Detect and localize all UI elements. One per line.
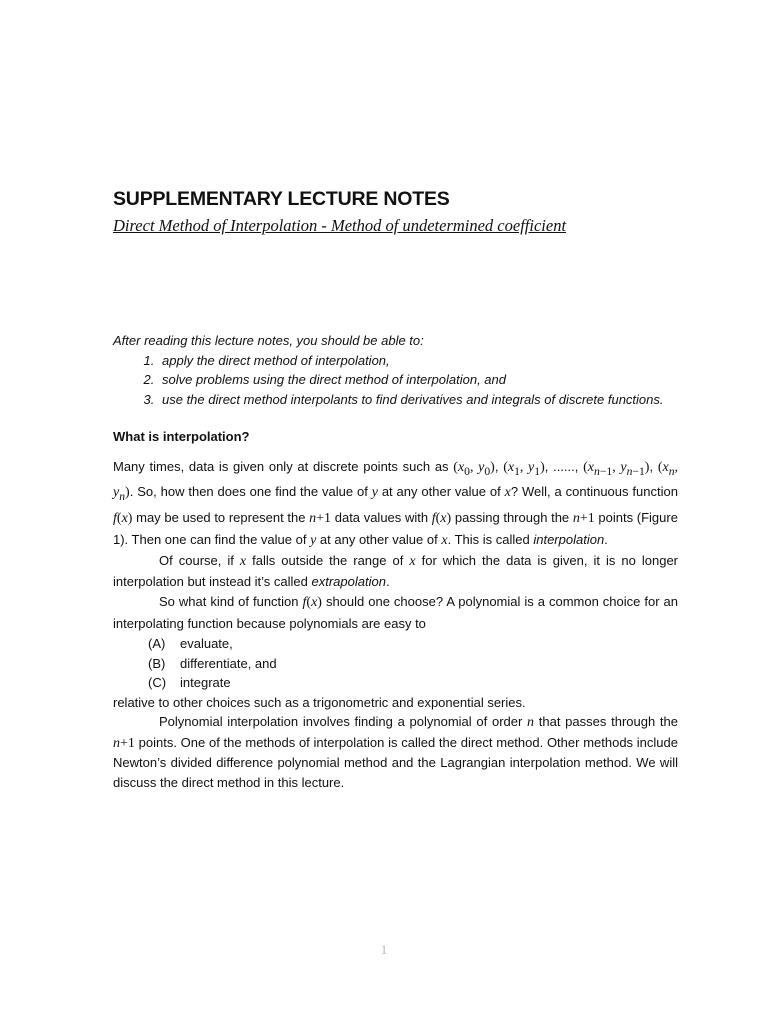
objective-item: 3. use the direct method interpolants to find derivatives and integrals of discrete functions. (158, 390, 678, 410)
objectives-list (113, 351, 678, 410)
list-item: (A) evaluate, (148, 636, 233, 652)
list-item: (C) integrate (148, 675, 231, 691)
lecture-body (113, 331, 678, 792)
paragraph-interpolation-definition: Many times, data is given only at discrete points such as ($x_0$, $y_0$), ($x_1$, $y_1$), ......, ($x_{n-1}$, $y_{n-1}$), ($x_n$, $y_n$). So, how then does one find the value of y at any other value of x? Well, a continuous function f(x) may be used to represent the n+1 data values with f(x) passing through the n+1 points (Figure 1). Then one can find the value of y at any other value of x. This is called interpolation. (113, 458, 679, 549)
section-heading: What is interpolation? (113, 429, 250, 444)
objective-item: 1. apply the direct method of interpolation, (158, 351, 678, 371)
list-item: (B) differentiate, and (148, 655, 277, 671)
objective-item: 2. solve problems using the direct method of interpolation, and (158, 370, 678, 390)
paragraph-relative-choices: relative to other choices such as a trigonometric and exponential series. (113, 694, 526, 710)
page-title: SUPPLEMENTARY LECTURE NOTES (113, 188, 450, 210)
paragraph-polynomial-interpolation: Polynomial interpolation involves finding a polynomial of order n that passes through the n+1 points. One of the methods of interpolation is called the direct method. Other methods include Newton’s divided difference polynomial method and the Lagrangian interpolation method. We will discuss the direct method in this lecture. (113, 714, 678, 790)
objectives-intro: After reading this lecture notes, you should be able to: (113, 333, 424, 348)
polynomial-advantages-list (113, 634, 678, 693)
paragraph-function-choice: So what kind of function f(x) should one choose? A polynomial is a common choice for an interpolating function because polynomials are easy to (113, 594, 678, 632)
page-subtitle: Direct Method of Interpolation - Method of undetermined coefficient (113, 216, 567, 235)
page-number: 1 (380, 942, 388, 957)
paragraph-extrapolation: Of course, if x falls outside the range of x for which the data is given, it is no longer interpolation but instead it’s called extrapolation. (113, 553, 678, 589)
